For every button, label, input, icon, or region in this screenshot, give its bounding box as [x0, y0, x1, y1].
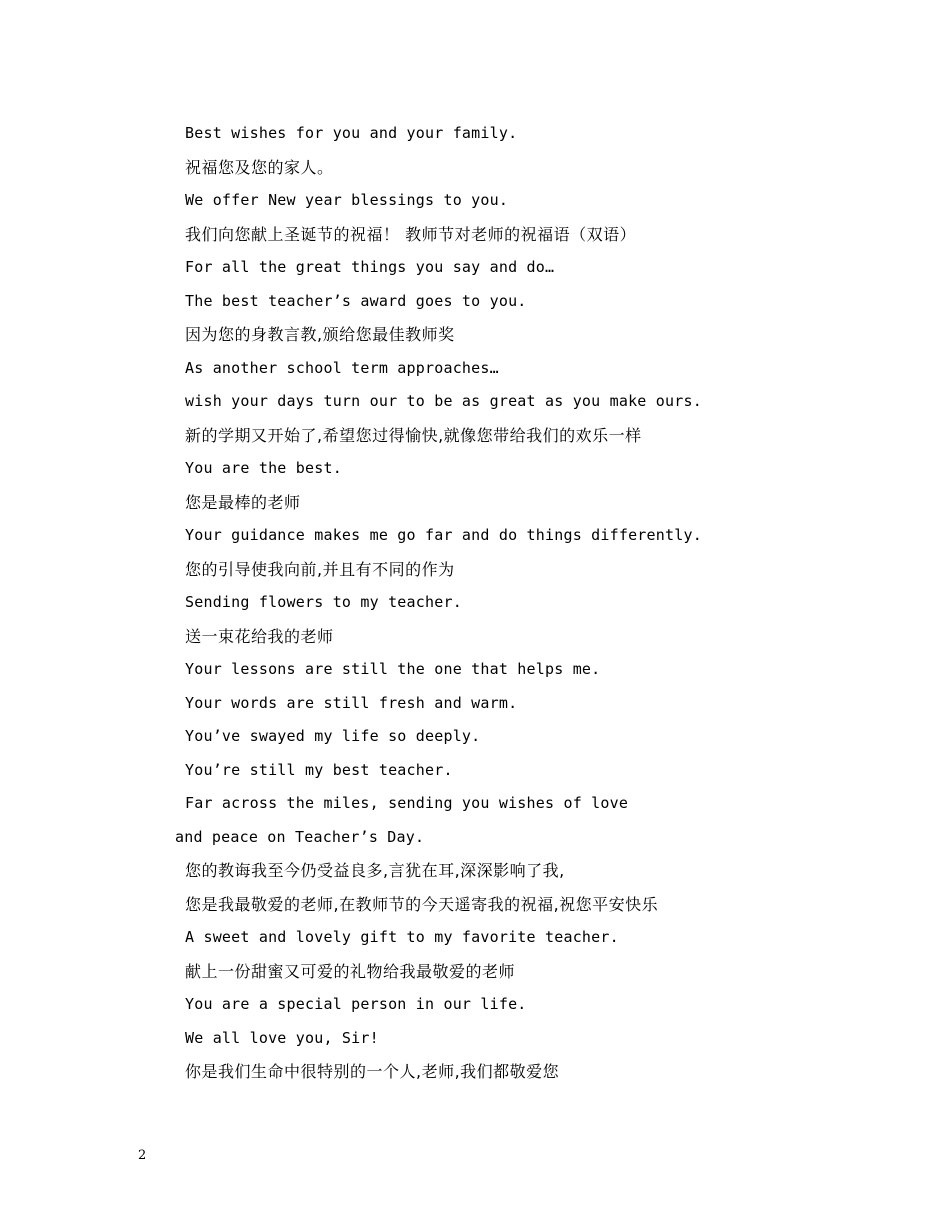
text-body — [175, 117, 905, 1089]
text-line: Sending flowers to my teacher. — [185, 593, 462, 611]
text-line: Best wishes for you and your family. — [185, 124, 518, 142]
text-line: The best teacher’s award goes to you. — [185, 291, 527, 310]
text-line: We all love you, Sir! — [185, 1028, 379, 1047]
text-line: You are a special person in our life. — [185, 995, 527, 1013]
text-line: 送一束花给我的老师 — [185, 626, 334, 646]
text-line: Far across the miles, sending you wishes of love — [185, 794, 629, 812]
text-line: 您是我最敬爱的老师,在教师节的今天遥寄我的祝福,祝您平安快乐 — [185, 894, 659, 914]
text-line: 献上一份甜蜜又可爱的礼物给我最敬爱的老师 — [185, 961, 516, 981]
text-line: You are the best. — [185, 459, 342, 477]
text-line: 祝福您及您的家人。 — [185, 157, 334, 177]
text-line: 新的学期又开始了,希望您过得愉快,就像您带给我们的欢乐一样 — [185, 425, 642, 445]
text-line: For all the great things you say and do… — [185, 258, 555, 276]
text-line: Your guidance makes me go far and do things differently. — [185, 526, 702, 544]
text-line: 你是我们生命中很特别的一个人,老师,我们都敬爱您 — [185, 1062, 560, 1081]
text-line: We offer New year blessings to you. — [185, 191, 509, 209]
text-line: 因为您的身教言教,颁给您最佳教师奖 — [185, 325, 455, 344]
text-line: Your lessons are still the one that helps me. — [185, 660, 601, 678]
text-line: Your words are still fresh and warm. — [185, 693, 518, 712]
text-line: You’ve swayed my life so deeply. — [185, 727, 481, 745]
text-line: 您的引导使我向前,并且有不同的作为 — [185, 559, 455, 579]
text-line: 您的教诲我至今仍受益良多,言犹在耳,深深影响了我, — [185, 861, 565, 880]
text-line: 您是最棒的老师 — [185, 492, 301, 512]
text-line: and peace on Teacher’s Day. — [175, 827, 425, 846]
text-line: wish your days turn our to be as great as you make ours. — [185, 392, 702, 410]
page-number: 2 — [138, 1148, 147, 1163]
text-line: As another school term approaches… — [185, 358, 499, 377]
text-line: A sweet and lovely gift to my favorite teacher. — [185, 928, 619, 946]
text-line: 我们向您献上圣诞节的祝福！ 教师节对老师的祝福语（双语） — [185, 224, 637, 244]
text-line: You’re still my best teacher. — [185, 760, 453, 779]
